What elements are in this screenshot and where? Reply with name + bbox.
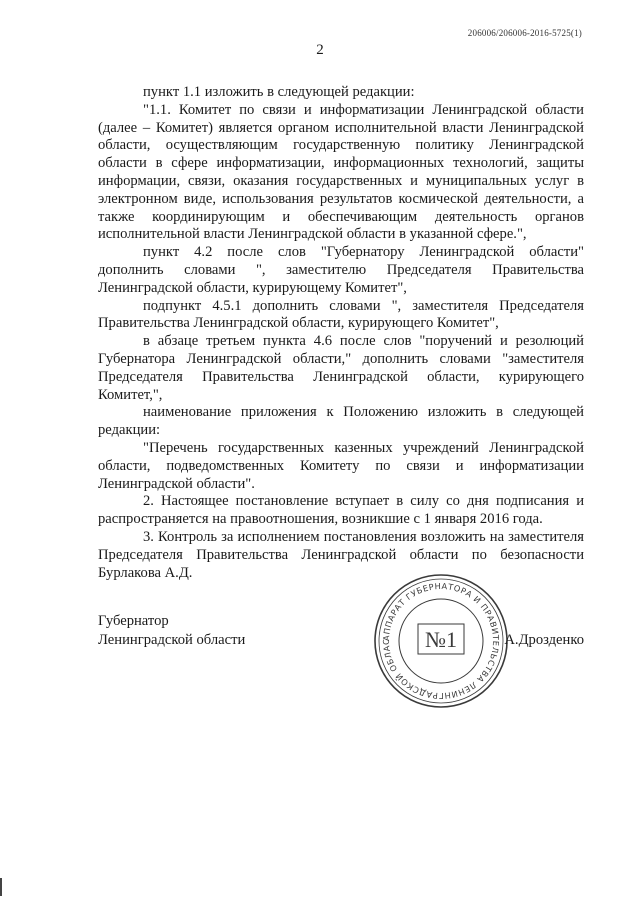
paragraph-1: пункт 1.1 изложить в следующей редакции: xyxy=(143,84,415,100)
paragraph-9: 3. Контроль за исполнением постановления возложить на заместителя Председателя Правительства Ленинградской области по безопасности Бурлакова А.Д. xyxy=(98,528,584,581)
page-number: 2 xyxy=(316,42,324,58)
paragraph-6: наименование приложения к Положению изложить в следующей редакции: xyxy=(98,404,584,439)
signatory-title-line1: Губернатор xyxy=(98,613,169,629)
seal-number: №1 xyxy=(425,627,457,652)
document-id: 206006/206006-2016-5725(1) xyxy=(467,28,582,38)
signatory-name: А.Дрозденко xyxy=(504,632,584,648)
paragraph-7: "Перечень государственных казенных учреждений Ленинградской области, подведомственных Комитету по связи и информатизации Ленинградской области". xyxy=(98,439,584,492)
paragraph-4: подпункт 4.5.1 дополнить словами ", заместителя Председателя Правительства Ленинградской области, курирующего Комитет", xyxy=(98,297,584,332)
document-body xyxy=(98,84,584,582)
scan-edge-mark xyxy=(0,878,2,896)
signature-block xyxy=(98,612,584,650)
paragraph-2: "1.1. Комитет по связи и информатизации Ленинградской области (далее – Комитет) является органом исполнительной власти Ленинградской области, осуществляющим государственную политику Ленинградской области в сфере информатизации, информационных технологий, защиты информации, связи, оказания государственных и муниципальных услуг в электронном виде, использования результатов космической деятельности, а также координирующим и обеспечивающим деятельность органов исполнительной власти Ленинградской области в указанной сфере.", xyxy=(98,101,584,243)
paragraph-8: 2. Настоящее постановление вступает в силу со дня подписания и распространяется на правоотношения, возникшие с 1 января 2016 года. xyxy=(98,493,584,528)
paragraph-5: в абзаце третьем пункта 4.6 после слов "поручений и резолюций Губернатора Ленинградской области," дополнить словами "заместителя Председателя Правительства Ленинградской области, курирующего Комитет,", xyxy=(98,333,584,403)
seal-ring-text: АППАРАТ ГУБЕРНАТОРА И ПРАВИТЕЛЬСТВА ЛЕНИНГРАДСКОЙ ОБЛАС xyxy=(380,580,502,702)
signatory-title-line2: Ленинградской области xyxy=(98,632,246,648)
paragraph-3: пункт 4.2 после слов "Губернатору Ленинградской области" дополнить словами ", заместителю Председателя Правительства Ленинградской области, курирующему Комитет", xyxy=(98,244,584,296)
